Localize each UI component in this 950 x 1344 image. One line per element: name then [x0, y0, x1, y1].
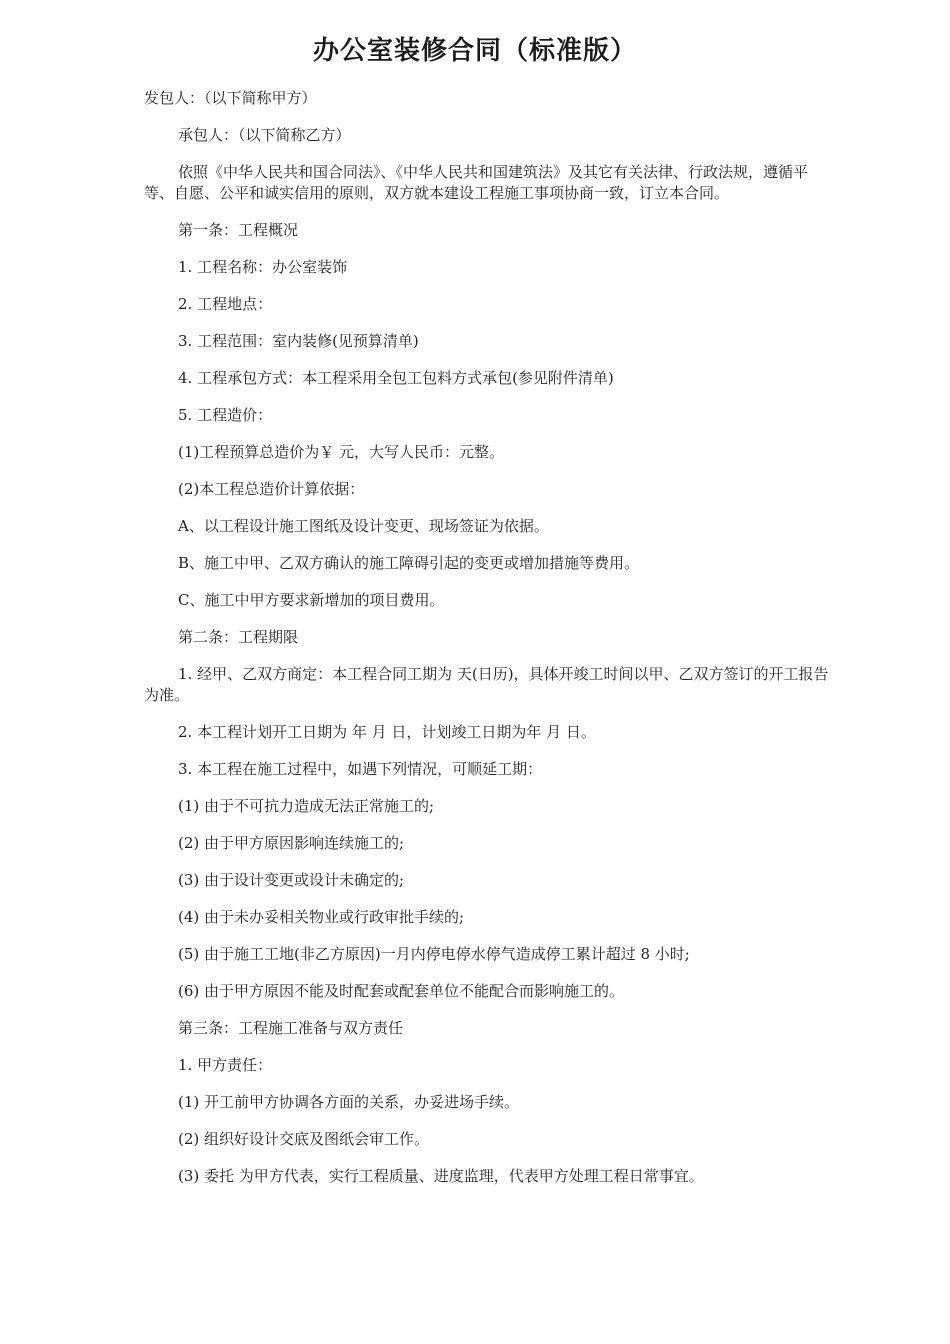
article-1-heading: 第一条：工程概况 — [178, 221, 299, 239]
list-item: (4) 由于未办妥相关物业或行政审批手续的; — [178, 908, 465, 926]
list-item: B、施工中甲、乙双方确认的施工障碍引起的变更或增加措施等费用。 — [178, 554, 640, 572]
list-item: 4. 工程承包方式：本工程采用全包工包料方式承包(参见附件清单) — [178, 369, 614, 387]
list-item: 2. 本工程计划开工日期为 年 月 日，计划竣工日期为年 月 日。 — [178, 723, 596, 741]
list-item: (1) 开工前甲方协调各方面的关系，办妥进场手续。 — [178, 1093, 520, 1111]
list-item: A、以工程设计施工图纸及设计变更、现场签证为依据。 — [178, 517, 549, 535]
list-item: (5) 由于施工工地(非乙方原因)一月内停电停水停气造成停工累计超过 8 小时; — [178, 945, 690, 963]
list-item: (1) 由于不可抗力造成无法正常施工的; — [178, 797, 435, 815]
list-item: 3. 工程范围：室内装修(见预算清单) — [178, 332, 419, 350]
list-item: (2)本工程总造价计算依据： — [178, 480, 365, 498]
list-item: 1. 经甲、乙双方商定：本工程合同工期为 天(日历)，具体开竣工时间以甲、乙双方签订的开工报告为准。 — [144, 665, 829, 704]
list-item: (2) 组织好设计交底及图纸会审工作。 — [178, 1130, 430, 1148]
article-3-heading: 第三条：工程施工准备与双方责任 — [178, 1019, 404, 1037]
list-item: 3. 本工程在施工过程中，如遇下列情况，可顺延工期： — [178, 760, 543, 778]
document-title: 办公室装修合同（标准版） — [312, 36, 637, 66]
list-item: (1)工程预算总造价为￥ 元，大写人民币：元整。 — [178, 443, 505, 461]
list-item: 2. 工程地点： — [178, 295, 273, 313]
paragraph-party-b: 承包人：（以下简称乙方） — [178, 126, 351, 144]
list-item: (6) 由于甲方原因不能及时配套或配套单位不能配合而影响施工的。 — [178, 982, 625, 1000]
list-item: C、施工中甲方要求新增加的项目费用。 — [178, 591, 445, 609]
list-item: 5. 工程造价： — [178, 406, 273, 424]
list-item: 1. 甲方责任： — [178, 1056, 273, 1074]
list-item: (3) 委托 为甲方代表，实行工程质量、进度监理，代表甲方处理工程日常事宜。 — [178, 1167, 704, 1185]
list-item: (3) 由于设计变更或设计未确定的; — [178, 871, 405, 889]
paragraph-party-a: 发包人：（以下简称甲方） — [144, 89, 317, 107]
article-2-heading: 第二条：工程期限 — [178, 628, 299, 646]
document-body — [144, 88, 834, 1187]
list-item: 1. 工程名称：办公室装饰 — [178, 258, 348, 276]
paragraph-preamble: 依照《中华人民共和国合同法》、《中华人民共和国建筑法》及其它有关法律、行政法规，遵循平等、自愿、公平和诚实信用的原则，双方就本建设工程施工事项协商一致，订立本合同。 — [144, 163, 809, 202]
list-item: (2) 由于甲方原因影响连续施工的; — [178, 834, 405, 852]
